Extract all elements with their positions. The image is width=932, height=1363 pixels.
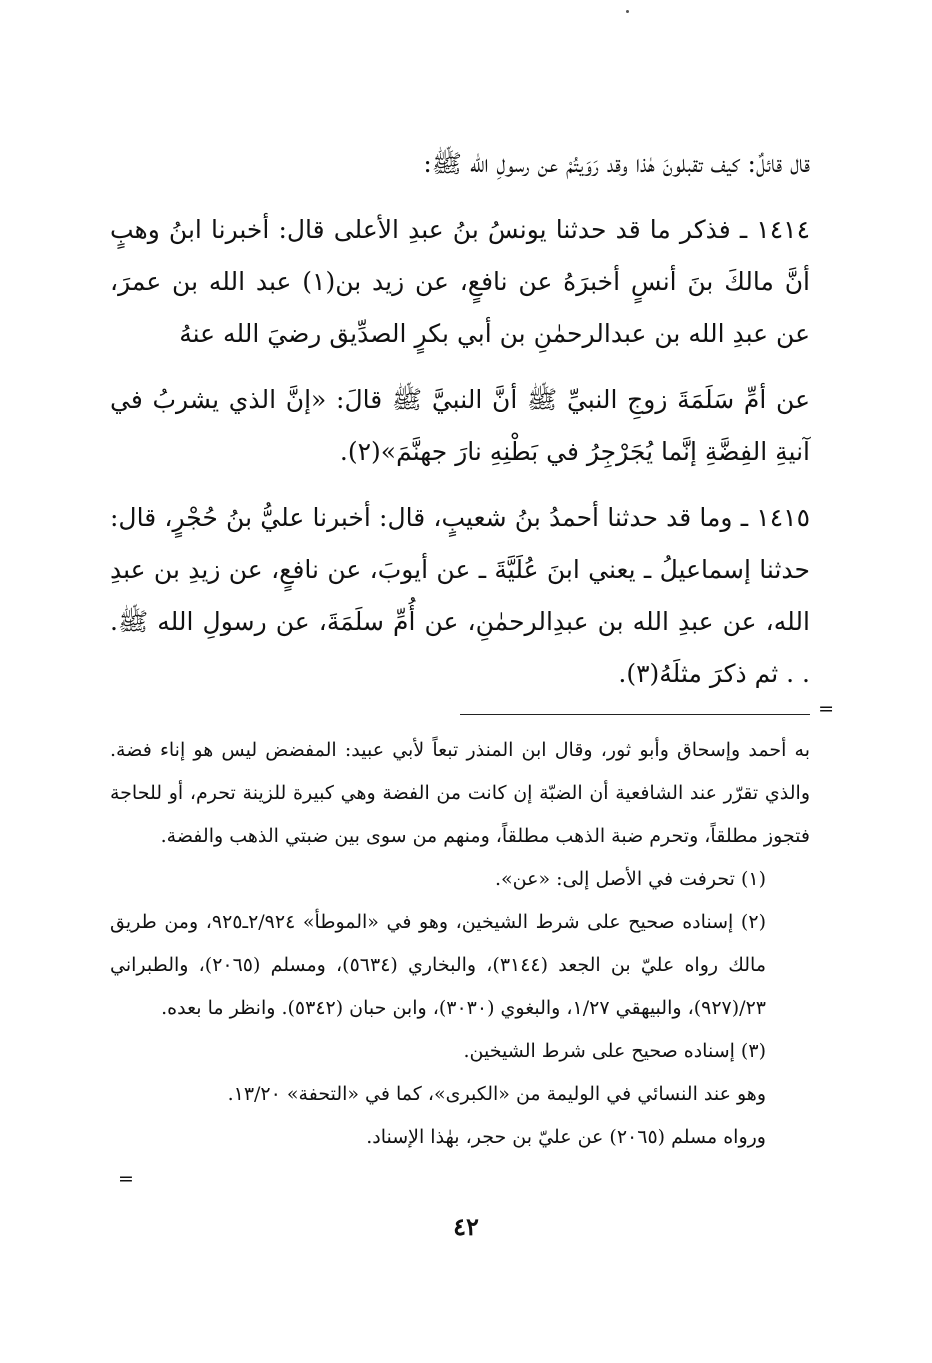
paragraph-1414: ١٤١٤ ـ فذكر ما قد حدثنا يونسُ بنُ عبدِ الأعلى قال: أخبرنا ابنُ وهبٍ أنَّ مالكَ بنَ أنسٍ أخبرَهُ عن نافعٍ، عن زيد بن(١) عبد الله بن عمرَ، عن عبدِ الله بن عبدالرحمٰنِ بن أبي بكرٍ الصدِّيق رضيَ الله عنهُ	[110, 215, 810, 348]
paragraph-hadith: عن أمِّ سَلَمَةَ زوجِ النبيِّ ﷺ أنَّ النبيَّ ﷺ قالَ: «إنَّ الذي يشربُ في آنيةِ الفِضَّةِ إنَّما يُجَرْجِرُ في بَطْنِهِ نارَ جهنَّمَ»(٢).	[110, 385, 810, 466]
paragraph-intro: قال قائلٌ: كيف تقبلونَ هٰذا وقد رَوَيتُمْ عن رسولِ الله ﷺ:	[423, 149, 810, 178]
page-body	[110, 138, 810, 1159]
paragraph-1415: ١٤١٥ ـ وما قد حدثنا أحمدُ بنُ شعيبٍ، قال: أخبرنا عليُّ بنُ حُجْرٍ، قال: حدثنا إسماعيلُ ـ يعني ابنَ عُلَيَّةَ ـ عن أيوبَ، عن نافعٍ، عن زيدِ بن عبدِ الله، عن عبدِ الله بن عبدِالرحمٰنِ، عن أُمِّ سلَمَةَ، عن رسولِ الله ﷺ. . . ثم ذكرَ مثلَهُ(٣).	[110, 503, 810, 688]
footnote-separator	[460, 714, 810, 715]
footnote-3: (٣) إسناده صحيح على شرط الشيخين.	[463, 1040, 766, 1062]
continuation-marker: =	[818, 698, 834, 720]
footnote-continuation: به أحمد وإسحاق وأبو ثور، وقال ابن المنذر تبعاً لأبي عبيد: المفضض ليس هو إناء فضة. والذي تقرّر عند الشافعية أن الضبّة إن كانت من الفضة وهي كبيرة للزينة تحرم، أو للحاجة فتجوز مطلقاً، وتحرم ضبة الذهب مطلقاً، ومنهم من سوى بين ضبتي الذهب والفضة.	[110, 739, 810, 847]
footnote-3-line-2: وهو عند النسائي في الوليمة من «الكبرى»، كما في «التحفة» ١٣/٢٠.	[227, 1083, 766, 1105]
footnote-2: (٢) إسناده صحيح على شرط الشيخين، وهو في «الموطأ» ٢/٩٢٤ـ٩٢٥، ومن طريق مالك رواه عليّ بن الجعد (٣١٤٤)، والبخاري (٥٦٣٤)، ومسلم (٢٠٦٥)، والطبراني ٢٣/(٩٢٧)، والبيهقي ١/٢٧، والبغوي (٣٠٣٠)، وابن حبان (٥٣٤٢). وانظر ما بعده.	[110, 911, 766, 1019]
page-number: ٤٢	[453, 1212, 479, 1241]
footnotes	[110, 729, 810, 1159]
footnote-3-line-3: ورواه مسلم (٢٠٦٥) عن عليّ بن حجر، بهٰذا الإسناد.	[366, 1126, 766, 1148]
footnote-1: (١) تحرفت في الأصل إلى: «عن».	[495, 868, 766, 890]
main-text	[110, 138, 810, 700]
speck	[626, 10, 629, 13]
continues-marker: =	[118, 1168, 134, 1190]
